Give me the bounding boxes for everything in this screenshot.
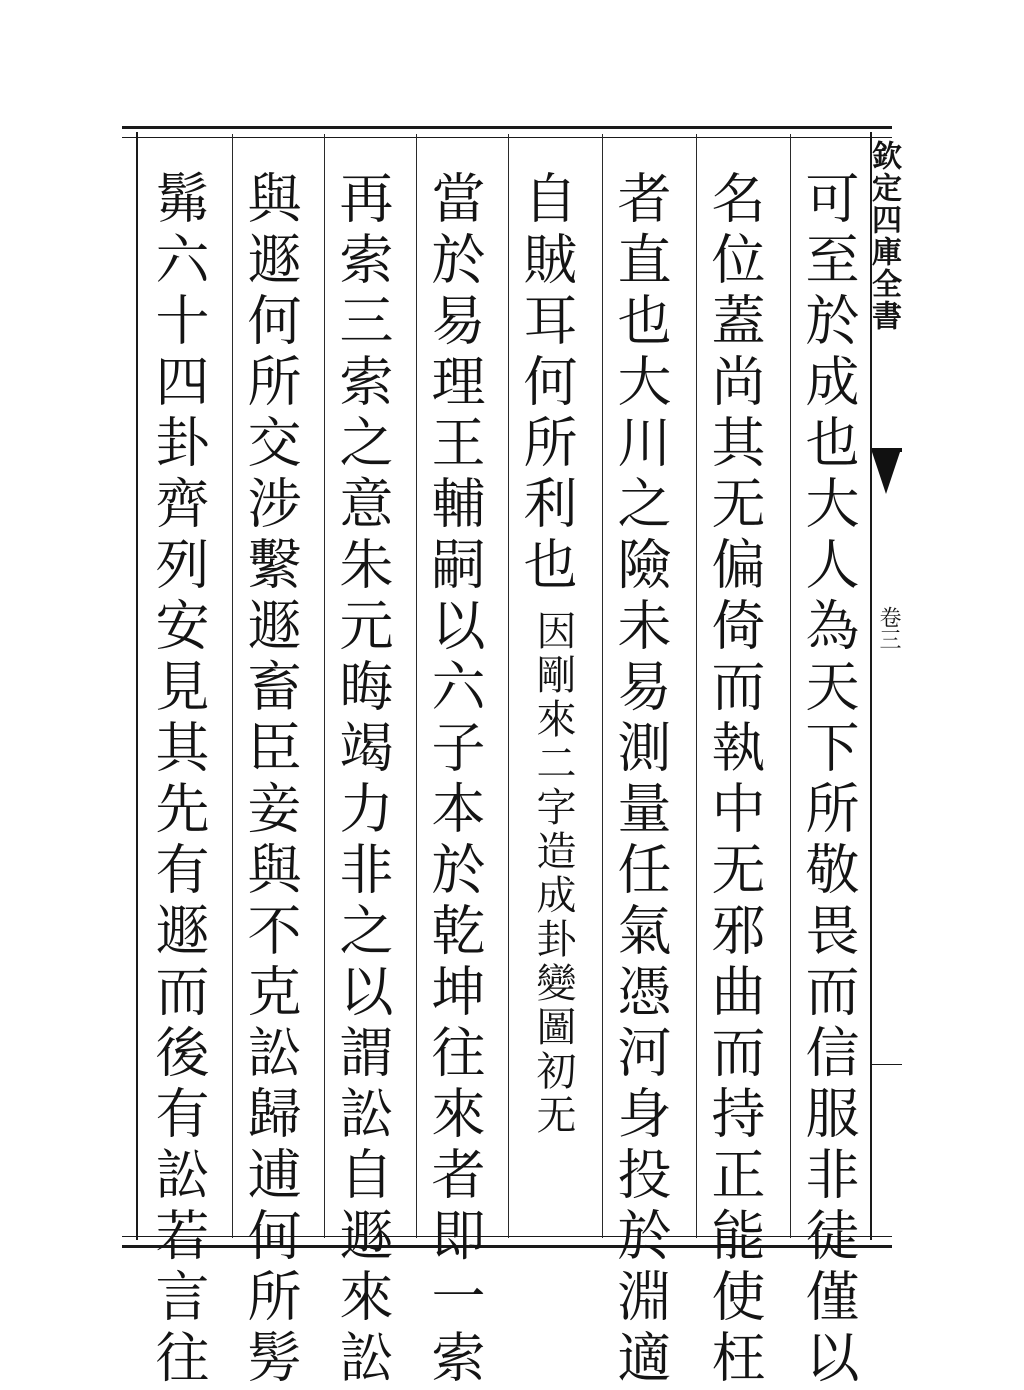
margin-tick-line — [872, 1064, 902, 1065]
text-column-3: 者直也大川之險未易測量任氣憑河身投於淵適 — [609, 170, 672, 1390]
bottom-frame-rule — [122, 1236, 892, 1248]
text-column-6: 再索三索之意朱元晦竭力非之以謂訟自遯來訟 — [331, 170, 394, 1390]
column-divider — [508, 134, 509, 1238]
text-column-7: 與遯何所交涉繫遯畜臣妾與不克訟歸逋何所髣 — [239, 170, 302, 1390]
text-column-4: 自賊耳何所利也 — [515, 170, 578, 597]
text-column-8: 髴六十四卦齊列安見其先有遯而後有訟若言往 — [147, 170, 210, 1390]
commentary-note: 因剛來二字造成卦變圖初无 — [530, 610, 576, 1138]
margin-book-title: 欽定四庫全書 — [866, 140, 901, 332]
top-frame-rule — [122, 126, 892, 138]
column-divider — [416, 134, 417, 1238]
text-column-5: 當於易理王輔嗣以六子本於乾坤往來者即一索 — [423, 170, 486, 1390]
column-divider — [790, 134, 791, 1238]
text-column-2: 名位蓋尚其无偏倚而執中无邪曲而持正能使枉 — [703, 170, 766, 1390]
column-divider — [602, 134, 603, 1238]
column-divider — [696, 134, 697, 1238]
column-divider — [232, 134, 233, 1238]
text-column-1: 可至於成也大人為天下所敬畏而信服非徒僅以 — [797, 170, 860, 1390]
fishtail-mark — [872, 452, 900, 494]
column-divider — [324, 134, 325, 1238]
margin-volume-number: 卷三 — [876, 606, 901, 650]
left-frame-rule — [136, 132, 138, 1240]
